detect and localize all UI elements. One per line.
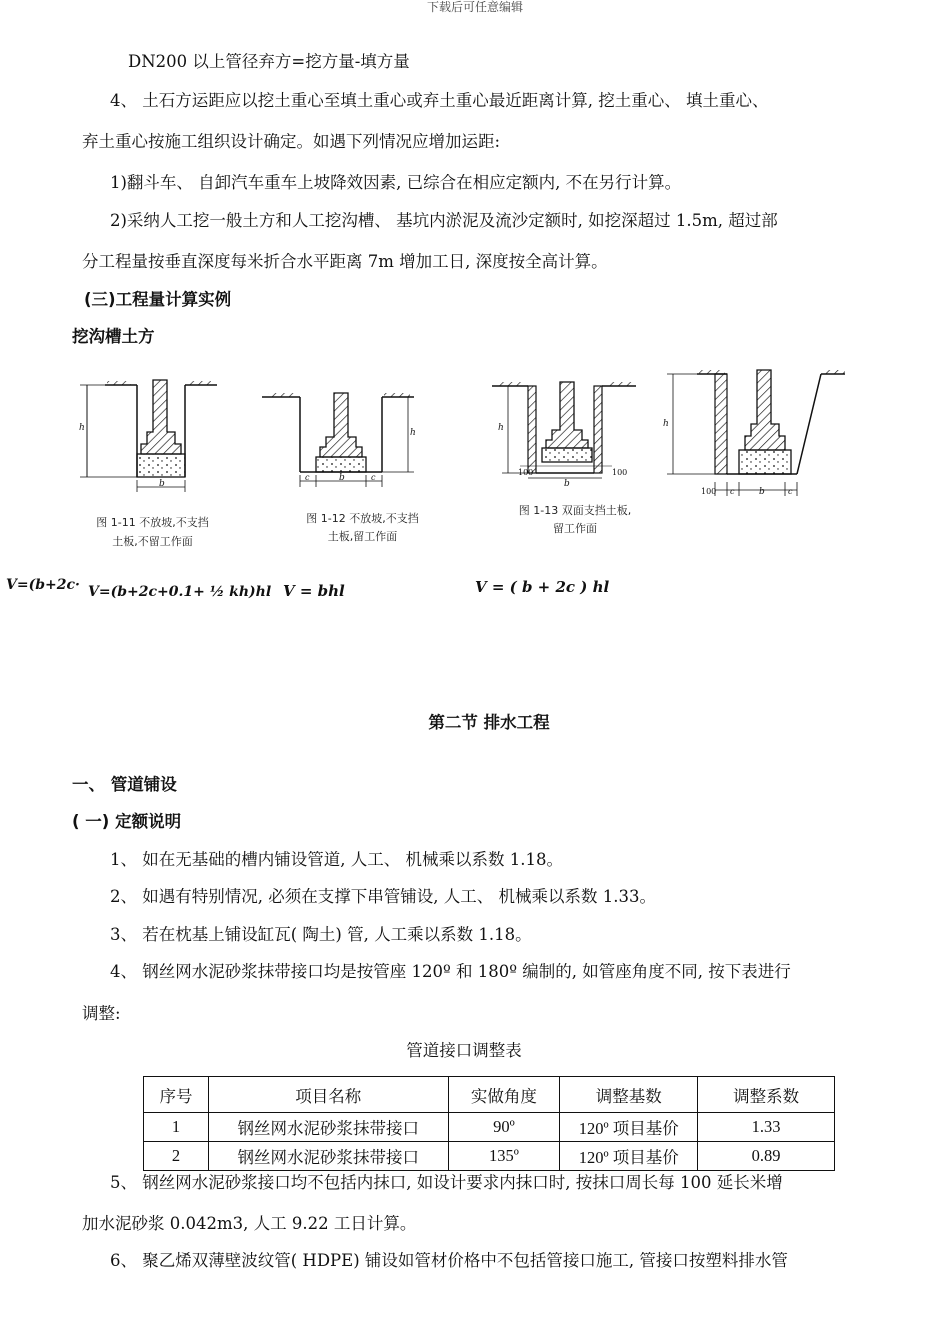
svg-text:c: c <box>788 487 793 496</box>
heading-trench-earthwork: 挖沟槽土方 <box>72 327 155 346</box>
table-cell: 90º <box>448 1113 560 1142</box>
formula-fig-1-12: V = bhl <box>283 582 345 600</box>
figure-1-13-caption-line2: 留工作面 <box>553 522 597 535</box>
table-cell: 120º 项目基价 <box>560 1113 698 1142</box>
figure-1-12-caption-line1: 图 1-12 不放坡,不支挡 <box>306 512 419 525</box>
figure-1-11-caption-line1: 图 1-11 不放坡,不支挡 <box>96 516 209 529</box>
table-row <box>144 1113 835 1142</box>
formula-fig-1-11-partial: V=(b+2c· <box>6 577 80 593</box>
svg-text:h: h <box>410 428 416 438</box>
heading-example: (三)工程量计算实例 <box>84 290 232 309</box>
svg-text:c: c <box>305 473 310 482</box>
figure-sloped-trench-diagram <box>655 366 855 506</box>
table-cell: 0.89 <box>698 1142 835 1171</box>
table-cell: 1 <box>144 1113 209 1142</box>
paragraph-haul-distance-line2: 弃土重心按施工组织设计确定。如遇下列情况应增加运距: <box>82 132 501 151</box>
svg-text:b: b <box>759 487 765 497</box>
table-cell: 135º <box>448 1142 560 1171</box>
paragraph-item-2-line1: 2)采纳人工挖一般土方和人工挖沟槽、 基坑内淤泥及流沙定额时, 如挖深超过 1.5m, 超过部 <box>110 211 778 230</box>
paragraph-haul-distance-line1: 4、 土石方运距应以挖土重心至填土重心或弃土重心最近距离计算, 挖土重心、 填土重心、 <box>110 91 769 110</box>
table-title: 管道接口调整表 <box>406 1041 522 1060</box>
svg-text:100: 100 <box>701 487 717 496</box>
svg-text:100: 100 <box>612 468 628 477</box>
formula-sloped-trench: V=(b+2c+0.1+ ½ kh)hl <box>88 584 272 600</box>
header-cell: 项目名称 <box>208 1077 448 1113</box>
header-cell: 调整基数 <box>560 1077 698 1113</box>
header-cell: 序号 <box>144 1077 209 1113</box>
heading-pipe-laying: 一、 管道铺设 <box>72 775 177 794</box>
svg-text:c: c <box>371 473 376 482</box>
table-cell: 2 <box>144 1142 209 1171</box>
svg-text:h: h <box>498 423 504 433</box>
table-cell: 1.33 <box>698 1113 835 1142</box>
figure-1-11-diagram <box>75 372 235 502</box>
formula-fig-1-13: V = ( b + 2c ) hl <box>475 578 610 596</box>
figure-1-12-diagram <box>258 385 418 495</box>
table-row <box>144 1142 835 1171</box>
table-header-row <box>144 1077 835 1113</box>
note-item-5-line2: 加水泥砂浆 0.042m3, 人工 9.22 工日计算。 <box>82 1214 417 1233</box>
svg-text:h: h <box>663 419 669 429</box>
paragraph-spoil-volume: DN200 以上管径弃方=挖方量-填方量 <box>128 52 410 71</box>
pipe-joint-adjustment-table <box>143 1076 835 1171</box>
paragraph-item-1: 1)翻斗车、 自卸汽车重车上坡降效因素, 已综合在相应定额内, 不在另行计算。 <box>110 173 682 192</box>
svg-text:b: b <box>339 473 345 483</box>
header-cell: 调整系数 <box>698 1077 835 1113</box>
note-item-1: 1、 如在无基础的槽内铺设管道, 人工、 机械乘以系数 1.18。 <box>110 850 563 869</box>
note-item-4-line1: 4、 钢丝网水泥砂浆抹带接口均是按管座 120º 和 180º 编制的, 如管座角度不同, 按下表进行 <box>110 962 791 981</box>
note-item-3: 3、 若在枕基上铺设缸瓦( 陶土) 管, 人工乘以系数 1.18。 <box>110 925 532 944</box>
figure-1-13-diagram <box>490 378 640 488</box>
note-item-6: 6、 聚乙烯双薄壁波纹管( HDPE) 铺设如管材价格中不包括管接口施工, 管接口按塑料排水管 <box>110 1251 788 1270</box>
svg-text:c: c <box>730 487 735 496</box>
paragraph-item-2-line2: 分工程量按垂直深度每米折合水平距离 7m 增加工日, 深度按全高计算。 <box>82 252 608 271</box>
section-title: 第二节 排水工程 <box>428 713 550 732</box>
note-item-5-line1: 5、 钢丝网水泥砂浆接口均不包括内抹口, 如设计要求内抹口时, 按抹口周长每 100 延长米增 <box>110 1173 783 1192</box>
figure-1-11-caption-line2: 土板,不留工作面 <box>112 535 193 548</box>
svg-text:b: b <box>564 479 570 488</box>
table-cell: 钢丝网水泥砂浆抹带接口 <box>208 1142 448 1171</box>
note-item-2: 2、 如遇有特别情况, 必须在支撑下串管铺设, 人工、 机械乘以系数 1.33。 <box>110 887 656 906</box>
table-cell: 120º 项目基价 <box>560 1142 698 1171</box>
figure-1-12-caption-line2: 土板,留工作面 <box>327 530 398 543</box>
svg-text:h: h <box>79 423 85 433</box>
svg-text:b: b <box>159 479 165 489</box>
table-cell: 钢丝网水泥砂浆抹带接口 <box>208 1113 448 1142</box>
page-header: 下载后可任意编辑 <box>426 0 523 14</box>
note-item-4-line2: 调整: <box>82 1004 121 1023</box>
header-cell: 实做角度 <box>448 1077 560 1113</box>
heading-quota-notes: ( 一) 定额说明 <box>72 812 182 831</box>
figure-1-13-caption-line1: 图 1-13 双面支挡土板, <box>518 504 632 517</box>
svg-text:100: 100 <box>518 468 534 477</box>
